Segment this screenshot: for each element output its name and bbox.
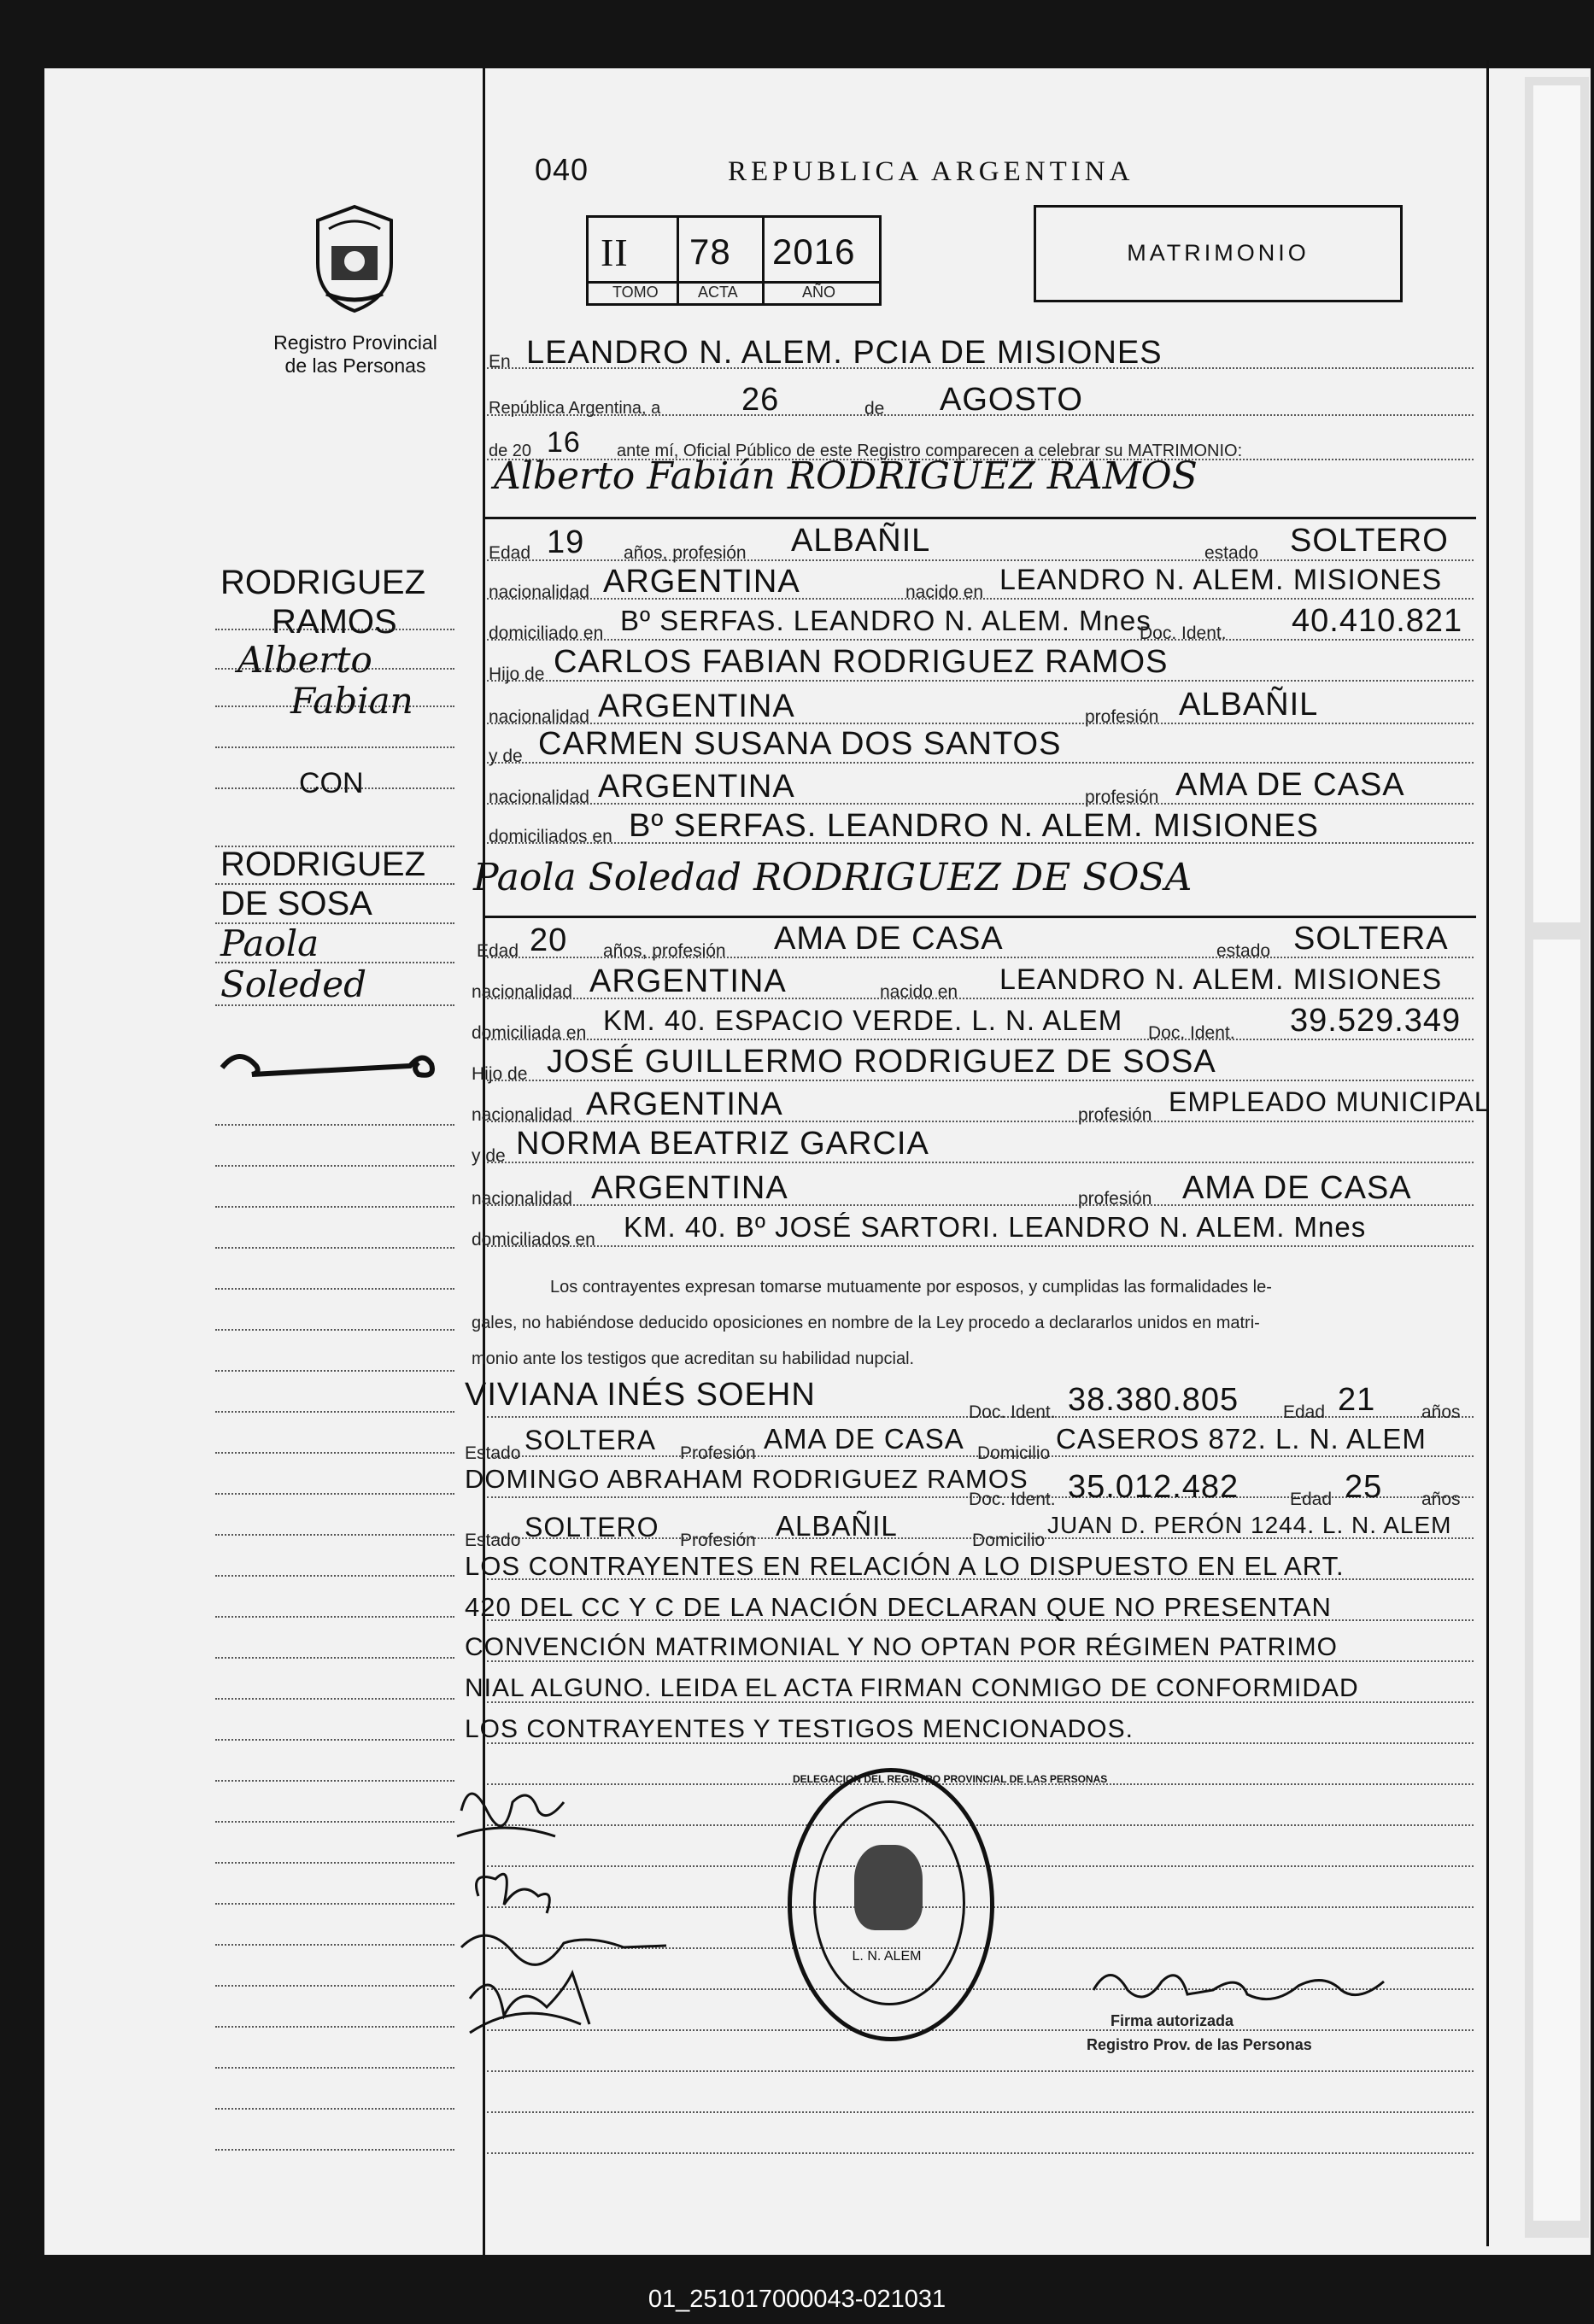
bride-age: 20 xyxy=(530,922,568,958)
label-estado: estado xyxy=(1216,941,1271,961)
label-nacionalidad: nacionalidad xyxy=(489,787,589,807)
label-nacionalidad: nacionalidad xyxy=(472,1105,572,1125)
bride-profession: AMA DE CASA xyxy=(774,921,1004,957)
margin-line xyxy=(215,1698,454,1700)
groom-profession: ALBAÑIL xyxy=(791,523,931,559)
act-day: 26 xyxy=(741,382,780,418)
provincial-seal-emblem xyxy=(308,203,401,314)
signatures-contrayentes-testigos xyxy=(453,1777,683,2067)
label-anos: años xyxy=(1421,1402,1461,1422)
bride-father-profession: EMPLEADO MUNICIPAL xyxy=(1169,1086,1491,1117)
label-anos-profesion: años, profesión xyxy=(603,941,726,961)
label-doc-ident: Doc. Ident. xyxy=(1148,1023,1235,1043)
bride-mother: NORMA BEATRIZ GARCIA xyxy=(516,1126,929,1162)
margin-con: CON xyxy=(299,767,364,799)
ano-label: AÑO xyxy=(802,284,836,301)
margin-line xyxy=(215,1862,454,1864)
act-type-label: MATRIMONIO xyxy=(1127,240,1310,266)
label-nacionalidad: nacionalidad xyxy=(489,582,589,602)
margin-line xyxy=(215,1903,454,1905)
groom-parents-domicile: Bº SERFAS. LEANDRO N. ALEM. MISIONES xyxy=(629,808,1319,844)
stamp-ring-text: DELEGACION DEL REGISTRO PROVINCIAL DE LAS PERSONAS xyxy=(793,1773,1108,1785)
margin-groom-name-2: Fabian xyxy=(290,680,413,722)
margin-line xyxy=(215,1411,454,1413)
groom-full-name: Alberto Fabián RODRIGUEZ RAMOS xyxy=(494,454,1198,498)
groom-mother-profession: AMA DE CASA xyxy=(1175,767,1405,803)
label-doc-ident: Doc. Ident. xyxy=(969,1402,1056,1422)
margin-groom-name-1: Alberto xyxy=(237,639,372,681)
groom-father-profession: ALBAÑIL xyxy=(1179,687,1319,723)
label-en: En xyxy=(489,352,511,372)
tomo-acta-ano-box xyxy=(586,215,882,306)
groom-age: 19 xyxy=(547,524,585,560)
margin-groom-surname-1: RODRIGUEZ xyxy=(220,564,425,601)
margin-line xyxy=(215,1493,454,1495)
box-divider xyxy=(762,218,765,303)
statement-line-3: monio ante los testigos que acreditan su habilidad nupcial. xyxy=(472,1349,915,1368)
witness1-profession: AMA DE CASA xyxy=(764,1423,964,1455)
groom-domicile: Bº SERFAS. LEANDRO N. ALEM. Mnes xyxy=(620,605,1152,636)
witness2-name: DOMINGO ABRAHAM RODRIGUEZ RAMOS xyxy=(465,1464,1028,1494)
label-domicilio: Domicilio xyxy=(972,1531,1046,1550)
witness1-status: SOLTERA xyxy=(524,1425,656,1455)
bride-born-in: LEANDRO N. ALEM. MISIONES xyxy=(999,963,1443,996)
official-authorized-label: Firma autorizada xyxy=(1111,2012,1234,2029)
label-profesion: Profesión xyxy=(680,1531,756,1550)
label-domiciliada: domiciliada en xyxy=(472,1023,587,1043)
margin-line xyxy=(215,1452,454,1454)
stamp-center-text: L. N. ALEM xyxy=(852,1949,922,1964)
margin-line xyxy=(215,1206,454,1208)
groom-born-in: LEANDRO N. ALEM. MISIONES xyxy=(999,564,1443,596)
margin-flourish xyxy=(214,1042,444,1093)
label-hijo-de: Hijo de xyxy=(489,664,545,684)
label-anos: años xyxy=(1421,1490,1461,1509)
page-stack-edge xyxy=(1525,77,1589,2238)
bride-nationality: ARGENTINA xyxy=(589,963,787,999)
row-line xyxy=(487,1245,1474,1247)
margin-line xyxy=(215,2149,454,2151)
bride-mother-profession: AMA DE CASA xyxy=(1182,1170,1412,1206)
notes-line-2: 420 DEL CC Y C DE LA NACIÓN DECLARAN QUE NO PRESENTAN xyxy=(465,1592,1332,1622)
margin-bride-surname-1: RODRIGUEZ xyxy=(220,846,425,883)
margin-line xyxy=(215,1616,454,1618)
label-estado: estado xyxy=(1204,543,1259,563)
witness1-doc: 38.380.805 xyxy=(1068,1382,1239,1418)
label-nacionalidad: nacionalidad xyxy=(472,1189,572,1209)
country-title: REPUBLICA ARGENTINA xyxy=(728,156,1134,187)
label-de-20: de 20 xyxy=(489,442,532,460)
margin-line xyxy=(215,1657,454,1659)
margin-line xyxy=(215,1124,454,1126)
notes-line-1: LOS CONTRAYENTES EN RELACIÓN A LO DISPUESTO EN EL ART. xyxy=(465,1551,1345,1581)
row-line xyxy=(487,2152,1474,2154)
groom-status: SOLTERO xyxy=(1290,523,1449,559)
official-signature xyxy=(1085,1956,1409,2016)
margin-line xyxy=(215,1944,454,1946)
label-edad: Edad xyxy=(477,941,519,961)
statement-line-2: gales, no habiéndose deducido oposiciones en nombre de la Ley procedo a declararlos unidos en matri- xyxy=(472,1314,1260,1332)
label-domiciliados: domiciliados en xyxy=(472,1230,595,1250)
label-profesion: profesión xyxy=(1085,787,1159,807)
margin-line xyxy=(215,1821,454,1823)
label-de: de xyxy=(864,399,885,419)
ano-value: 2016 xyxy=(772,231,856,272)
margin-line xyxy=(215,1575,454,1577)
statement-line-1: Los contrayentes expresan tomarse mutuamente por esposos, y cumplidas las formalidades le- xyxy=(550,1278,1272,1297)
row-line xyxy=(487,2111,1474,2113)
label-doc-ident: Doc. Ident. xyxy=(1140,623,1227,643)
label-profesion: profesión xyxy=(1085,707,1159,727)
official-registry-label: Registro Prov. de las Personas xyxy=(1087,2036,1312,2053)
notes-line-3: CONVENCIÓN MATRIMONIAL Y NO OPTAN POR RÉGIMEN PATRIMO xyxy=(465,1633,1338,1661)
label-profesion: Profesión xyxy=(680,1443,756,1463)
margin-line xyxy=(215,2026,454,2028)
section-divider xyxy=(485,916,1476,918)
label-domicilio: Domicilio xyxy=(977,1443,1051,1463)
witness2-age: 25 xyxy=(1345,1469,1383,1505)
margin-line xyxy=(215,1247,454,1249)
label-profesion: profesión xyxy=(1078,1189,1152,1209)
label-nacido-en: nacido en xyxy=(880,982,958,1002)
witness2-profession: ALBAÑIL xyxy=(776,1510,898,1542)
label-domiciliados: domiciliados en xyxy=(489,827,612,846)
label-doc-ident: Doc. Ident. xyxy=(969,1490,1056,1509)
page-edge-sheet xyxy=(1533,940,1580,2221)
tomo-value: II xyxy=(601,231,629,274)
margin-line xyxy=(215,746,454,748)
bride-domicile: KM. 40. ESPACIO VERDE. L. N. ALEM xyxy=(603,1004,1123,1036)
label-republica: República Argentina, a xyxy=(489,399,661,418)
label-anos-profesion: años, profesión xyxy=(624,543,747,563)
groom-mother: CARMEN SUSANA DOS SANTOS xyxy=(538,726,1062,762)
margin-groom-surname-2: RAMOS xyxy=(272,603,397,641)
groom-father: CARLOS FABIAN RODRIGUEZ RAMOS xyxy=(554,644,1169,680)
witness1-name: VIVIANA INÉS SOEHN xyxy=(465,1377,816,1413)
label-edad: Edad xyxy=(489,543,531,563)
label-nacido-en: nacido en xyxy=(905,582,984,602)
row-line xyxy=(487,2070,1474,2072)
registry-name-line1: Registro Provincial xyxy=(273,331,437,354)
label-edad: Edad xyxy=(1283,1402,1326,1422)
margin-line xyxy=(215,1329,454,1331)
bride-status: SOLTERA xyxy=(1293,921,1449,957)
groom-nationality: ARGENTINA xyxy=(603,564,800,600)
witness2-domicile: JUAN D. PERÓN 1244. L. N. ALEM xyxy=(1047,1512,1452,1538)
bride-full-name: Paola Soledad RODRIGUEZ DE SOSA xyxy=(473,856,1193,899)
margin-line xyxy=(215,2108,454,2110)
notes-line-4: NIAL ALGUNO. LEIDA EL ACTA FIRMAN CONMIGO DE CONFORMIDAD xyxy=(465,1674,1359,1702)
bride-parents-domicile: KM. 40. Bº JOSÉ SARTORI. LEANDRO N. ALEM. Mnes xyxy=(624,1211,1367,1243)
label-y-de: y de xyxy=(472,1146,506,1166)
groom-mother-nationality: ARGENTINA xyxy=(598,769,795,805)
right-border-line xyxy=(1486,60,1489,2246)
act-year: 16 xyxy=(547,426,581,459)
margin-line xyxy=(215,1288,454,1290)
margin-line xyxy=(215,2067,454,2069)
bride-father: JOSÉ GUILLERMO RODRIGUEZ DE SOSA xyxy=(547,1044,1216,1080)
registry-name-line2: de las Personas xyxy=(284,354,426,377)
bride-mother-nationality: ARGENTINA xyxy=(591,1170,788,1206)
image-code-footer: 01_251017000043-021031 xyxy=(648,2286,946,2313)
label-profesion: profesión xyxy=(1078,1105,1152,1125)
label-hijo-de: Hijo de xyxy=(472,1064,528,1084)
margin-bride-name-1: Paola xyxy=(220,922,319,964)
label-domiciliado: domiciliado en xyxy=(489,623,604,643)
acta-label: ACTA xyxy=(698,284,738,301)
margin-line xyxy=(215,1165,454,1167)
witness2-status: SOLTERO xyxy=(524,1512,659,1543)
margin-line xyxy=(215,1739,454,1741)
tomo-label: TOMO xyxy=(612,284,659,301)
label-ante-mi: ante mí, Oficial Público de este Registro comparecen a celebrar su MATRIMONIO: xyxy=(617,442,1243,460)
page-edge-sheet xyxy=(1533,85,1580,922)
margin-line xyxy=(215,1985,454,1987)
label-nacionalidad: nacionalidad xyxy=(489,707,589,727)
margin-bride-name-2: Soleded xyxy=(220,963,366,1005)
act-month: AGOSTO xyxy=(940,382,1083,418)
box-divider xyxy=(677,218,679,303)
label-estado: Estado xyxy=(465,1443,521,1463)
margin-line xyxy=(215,1780,454,1782)
label-estado: Estado xyxy=(465,1531,521,1550)
act-type-box xyxy=(1034,205,1403,302)
bride-father-nationality: ARGENTINA xyxy=(586,1086,783,1122)
margin-bride-surname-2: DE SOSA xyxy=(220,885,372,922)
margin-line xyxy=(215,1370,454,1372)
margin-line xyxy=(215,1534,454,1536)
label-y-de: y de xyxy=(489,746,523,766)
witness1-age: 21 xyxy=(1338,1382,1376,1418)
label-edad: Edad xyxy=(1290,1490,1333,1509)
groom-father-nationality: ARGENTINA xyxy=(598,688,795,724)
witness1-domicile: CASEROS 872. L. N. ALEM xyxy=(1056,1423,1427,1455)
witness2-doc: 35.012.482 xyxy=(1068,1469,1239,1505)
notes-line-5: LOS CONTRAYENTES Y TESTIGOS MENCIONADOS. xyxy=(465,1715,1134,1743)
groom-doc: 40.410.821 xyxy=(1292,603,1463,639)
stamp-emblem xyxy=(854,1845,923,1930)
label-nacionalidad: nacionalidad xyxy=(472,982,572,1002)
bride-doc: 39.529.349 xyxy=(1290,1003,1462,1039)
acta-value: 78 xyxy=(689,231,731,272)
folio-number: 040 xyxy=(535,152,589,187)
section-divider xyxy=(485,517,1476,519)
act-place: LEANDRO N. ALEM. PCIA DE MISIONES xyxy=(526,335,1163,371)
